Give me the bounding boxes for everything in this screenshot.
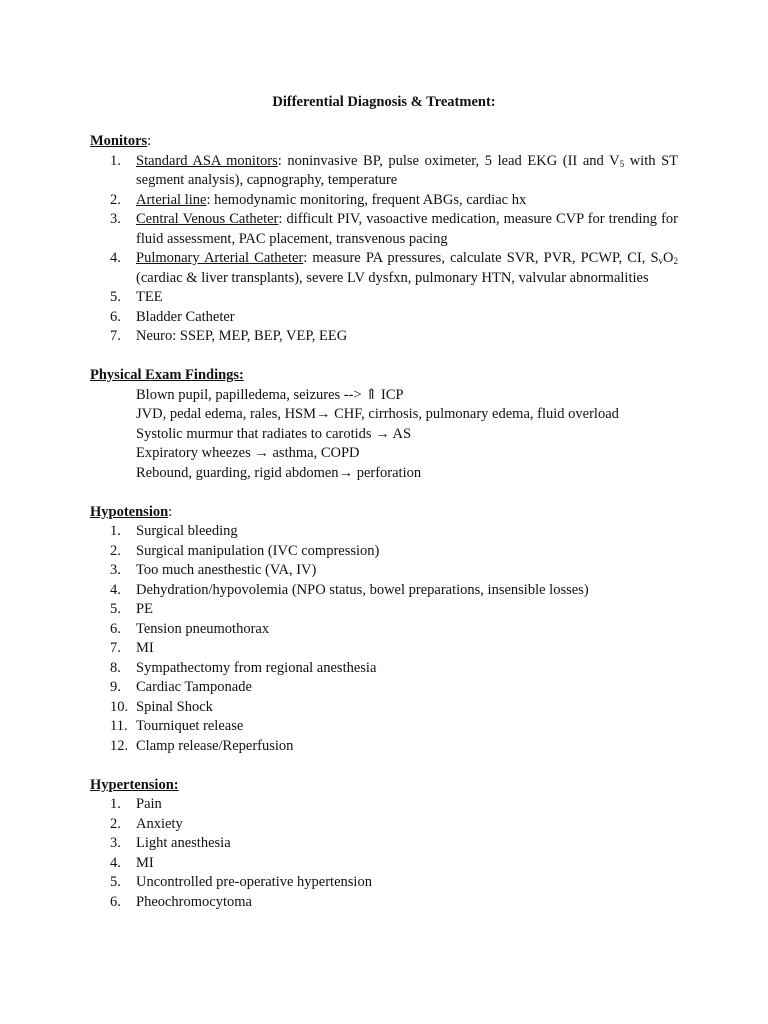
right-arrow-icon: → xyxy=(316,406,331,422)
hypotension-heading-label: Hypotension xyxy=(90,503,169,520)
hypertension-heading xyxy=(90,776,678,796)
list-item xyxy=(90,249,678,288)
subscript: 5 xyxy=(619,158,625,169)
finding-text: JVD, pedal edema, rales, HSM xyxy=(136,406,316,422)
hypotension-heading-colon: : xyxy=(168,503,173,520)
list-number: 1. xyxy=(110,152,121,169)
list-item xyxy=(90,288,678,308)
finding-line xyxy=(90,464,678,484)
list-number: 12. xyxy=(110,737,129,754)
list-item xyxy=(90,678,678,698)
double-up-arrow-icon: ⇑ xyxy=(365,386,378,403)
hypotension-heading xyxy=(90,503,678,523)
item-text: Surgical bleeding xyxy=(136,523,238,539)
item-text: : noninvasive BP, pulse oximeter, 5 lead EKG (II and V xyxy=(277,152,620,169)
list-item xyxy=(90,737,678,757)
item-text: Anxiety xyxy=(136,815,183,832)
item-text: Dehydration/hypovolemia (NPO status, bowel preparations, insensible losses) xyxy=(136,581,589,598)
item-lead: Central Venous Catheter xyxy=(136,211,279,227)
item-text: Spinal Shock xyxy=(136,698,213,715)
list-item xyxy=(90,854,678,874)
list-number: 10. xyxy=(110,698,129,715)
list-number: 6. xyxy=(110,308,121,325)
list-number: 9. xyxy=(110,679,121,695)
item-lead: Standard ASA monitors xyxy=(136,152,278,169)
list-item xyxy=(90,717,678,737)
item-text: MI xyxy=(136,640,154,656)
list-item xyxy=(90,620,678,640)
list-item xyxy=(90,795,678,815)
hypotension-list xyxy=(90,522,678,756)
document-page xyxy=(90,93,678,912)
item-text: Pheochromocytoma xyxy=(136,893,252,910)
list-number: 6. xyxy=(110,893,121,910)
list-number: 3. xyxy=(110,562,121,578)
item-lead: Arterial line xyxy=(136,191,207,208)
finding-text: perforation xyxy=(353,464,422,481)
list-number: 4. xyxy=(110,854,121,871)
list-item xyxy=(90,873,678,893)
list-number: 5. xyxy=(110,601,121,617)
list-item xyxy=(90,581,678,601)
right-arrow-icon: → xyxy=(254,445,269,461)
finding-text: Blown pupil, papilledema, seizures --> xyxy=(136,386,366,403)
spacer xyxy=(90,483,678,503)
list-number: 11. xyxy=(110,718,128,734)
item-text: Uncontrolled pre-operative hypertension xyxy=(136,874,372,890)
item-text: Tourniquet release xyxy=(136,718,244,734)
item-text: O xyxy=(663,250,674,266)
hypertension-list xyxy=(90,795,678,912)
list-number: 2. xyxy=(110,191,121,208)
list-item xyxy=(90,210,678,249)
list-number: 2. xyxy=(110,542,121,559)
item-text: : measure PA pressures, calculate SVR, PVR, PCWP, CI, S xyxy=(303,250,659,266)
list-item xyxy=(90,308,678,328)
hypertension-heading-label: Hypertension: xyxy=(90,776,179,793)
finding-text: Expiratory wheezes xyxy=(136,445,255,461)
subscript: v xyxy=(658,256,664,266)
list-item xyxy=(90,834,678,854)
subscript: 2 xyxy=(673,256,678,266)
list-item xyxy=(90,191,678,211)
item-text: Cardiac Tamponade xyxy=(136,679,252,695)
item-text: Bladder Catheter xyxy=(136,308,235,325)
item-text: Neuro: SSEP, MEP, BEP, VEP, EEG xyxy=(136,328,348,344)
list-item xyxy=(90,542,678,562)
list-number: 3. xyxy=(110,211,121,227)
list-number: 1. xyxy=(110,796,121,812)
list-number: 7. xyxy=(110,328,121,344)
monitors-list xyxy=(90,152,678,347)
list-number: 2. xyxy=(110,815,121,832)
list-item xyxy=(90,698,678,718)
list-number: 1. xyxy=(110,523,121,539)
list-item xyxy=(90,561,678,581)
item-text: Clamp release/Reperfusion xyxy=(136,737,294,754)
list-item xyxy=(90,327,678,347)
spacer xyxy=(90,756,678,776)
right-arrow-icon: → xyxy=(338,464,354,481)
list-number: 3. xyxy=(110,835,121,851)
item-text: Pain xyxy=(136,796,162,812)
spacer xyxy=(90,347,678,367)
item-text: Sympathectomy from regional anesthesia xyxy=(136,659,377,676)
monitors-heading xyxy=(90,132,678,152)
page-title: Differential Diagnosis & Treatment: xyxy=(272,94,496,110)
spacer xyxy=(90,113,678,133)
item-lead: Pulmonary Arterial Catheter xyxy=(136,250,304,266)
finding-line xyxy=(90,405,678,425)
list-number: 4. xyxy=(110,250,121,266)
item-text: Light anesthesia xyxy=(136,835,231,851)
list-number: 5. xyxy=(110,289,121,305)
monitors-heading-label: Monitors xyxy=(90,133,148,149)
item-text: Too much anesthestic (VA, IV) xyxy=(136,562,317,578)
right-arrow-icon: → xyxy=(375,425,390,442)
physical-exam-heading-label: Physical Exam Findings: xyxy=(90,367,244,383)
item-text: : hemodynamic monitoring, frequent ABGs, cardiac hx xyxy=(206,191,527,208)
finding-text: asthma, COPD xyxy=(268,445,360,461)
item-text: (cardiac & liver transplants), severe LV dysfxn, pulmonary HTN, valvular abnormalities xyxy=(136,269,649,286)
list-item xyxy=(90,522,678,542)
list-number: 5. xyxy=(110,874,121,890)
list-number: 4. xyxy=(110,581,121,598)
item-text: PE xyxy=(136,601,153,617)
finding-text: CHF, cirrhosis, pulmonary edema, fluid overload xyxy=(330,406,619,422)
item-text: MI xyxy=(136,854,154,871)
item-text: Surgical manipulation (IVC compression) xyxy=(136,542,380,559)
finding-line xyxy=(90,444,678,464)
physical-exam-list xyxy=(90,386,678,484)
item-text: Tension pneumothorax xyxy=(136,620,270,637)
list-item xyxy=(90,152,678,191)
finding-text: Systolic murmur that radiates to carotids xyxy=(136,425,376,442)
physical-exam-heading xyxy=(90,366,678,386)
finding-text: AS xyxy=(389,425,412,442)
list-number: 6. xyxy=(110,620,121,637)
list-number: 7. xyxy=(110,640,121,656)
list-item xyxy=(90,815,678,835)
list-item xyxy=(90,893,678,913)
list-item xyxy=(90,600,678,620)
item-text: TEE xyxy=(136,289,163,305)
list-item xyxy=(90,659,678,679)
monitors-heading-colon: : xyxy=(147,133,152,149)
item-text: with ST segment analysis), capnography, temperature xyxy=(136,152,679,188)
finding-line xyxy=(90,386,678,406)
list-number: 8. xyxy=(110,659,121,676)
list-item xyxy=(90,639,678,659)
finding-text: ICP xyxy=(377,386,404,403)
finding-text: Rebound, guarding, rigid abdomen xyxy=(136,464,339,481)
item-text: : difficult PIV, vasoactive medication, measure CVP for trending for fluid assessment, PAC placement, transvenous pacing xyxy=(136,211,678,247)
finding-line xyxy=(90,425,678,445)
